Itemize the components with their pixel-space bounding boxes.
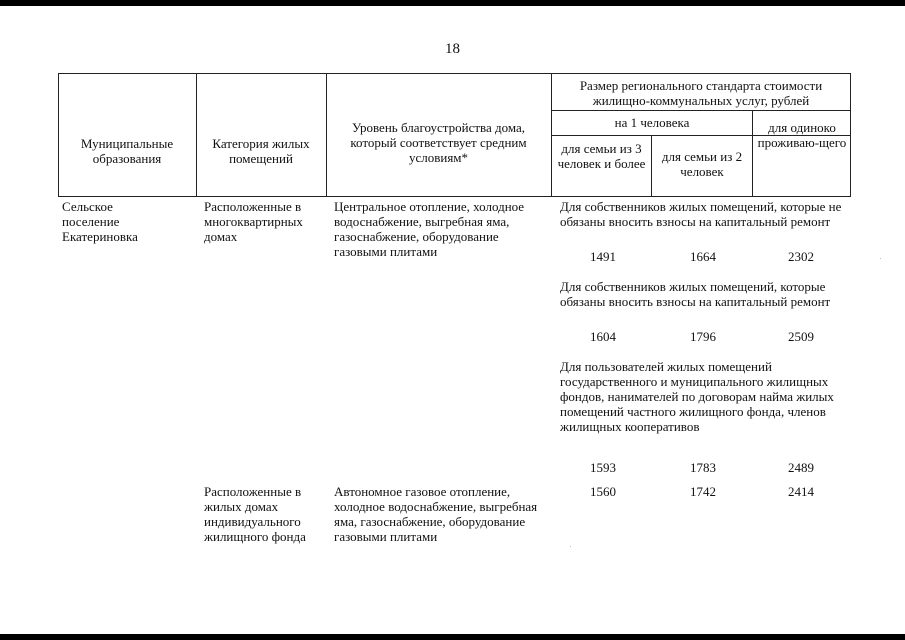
group1-single-value: 2302 bbox=[788, 249, 814, 264]
group3-family3-value: 1593 bbox=[590, 460, 616, 475]
municipality-name: Сельское поселение Екатериновка bbox=[62, 199, 138, 244]
header-left-border bbox=[58, 73, 59, 197]
group1-family2-value: 1664 bbox=[690, 249, 716, 264]
group2-family3-value: 1604 bbox=[590, 329, 616, 344]
group2-family2-value: 1796 bbox=[690, 329, 716, 344]
header-per-person: на 1 человека bbox=[614, 115, 690, 130]
header-divider-5 bbox=[752, 110, 753, 197]
group4-family3-value: 1560 bbox=[590, 484, 616, 499]
header-divider-size bbox=[551, 110, 851, 111]
header-divider-1 bbox=[196, 73, 197, 197]
header-single: для одиноко проживаю-щего bbox=[757, 120, 847, 150]
header-size: Размер регионального стандарта стоимости жилищно-коммунальных услуг, рублей bbox=[579, 78, 823, 108]
group-tenants-note: Для пользователей жилых помещений государственного и муниципального жилищных фондов, нанимателей по договорам найма жилых помещений частного жилищного фонда, членов жилищных кооперативов bbox=[560, 359, 834, 434]
header-family2: для семьи из 2 человек bbox=[661, 149, 743, 179]
group-owners-no-capital-repair-note: Для собственников жилых помещений, которые не обязаны вносить взносы на капитальный ремонт bbox=[560, 199, 842, 229]
table-top-border bbox=[58, 73, 851, 74]
category-apartment-buildings: Расположенные в многоквартирных домах bbox=[204, 199, 303, 244]
group-owners-capital-repair-note: Для собственников жилых помещений, которые обязаны вносить взносы на капитальный ремонт bbox=[560, 279, 831, 309]
header-bottom-border bbox=[58, 196, 851, 197]
header-divider-3 bbox=[551, 73, 552, 197]
header-right-border bbox=[850, 73, 851, 197]
page-number: 18 bbox=[445, 41, 460, 57]
group3-family2-value: 1783 bbox=[690, 460, 716, 475]
header-category: Категория жилых помещений bbox=[212, 136, 310, 166]
group1-family3-value: 1491 bbox=[590, 249, 616, 264]
scan-speck bbox=[880, 258, 881, 259]
header-family3: для семьи из 3 человек и более bbox=[557, 141, 646, 171]
scan-speck bbox=[570, 546, 571, 547]
scan-top-edge bbox=[0, 0, 905, 6]
level-individual-houses: Автономное газовое отопление, холодное водоснабжение, выгребная яма, газоснабжение, оборудование газовыми плитами bbox=[334, 484, 538, 544]
group4-family2-value: 1742 bbox=[690, 484, 716, 499]
header-municipal: Муниципальные образования bbox=[80, 136, 174, 166]
category-individual-houses: Расположенные в жилых домах индивидуального жилищного фонда bbox=[204, 484, 306, 544]
header-level: Уровень благоустройства дома, который соответствует средним условиям* bbox=[350, 120, 527, 165]
scan-bottom-edge bbox=[0, 634, 905, 640]
level-apartment-buildings: Центральное отопление, холодное водоснабжение, выгребная яма, газоснабжение, оборудование газовыми плитами bbox=[334, 199, 525, 259]
group4-single-value: 2414 bbox=[788, 484, 814, 499]
group2-single-value: 2509 bbox=[788, 329, 814, 344]
group3-single-value: 2489 bbox=[788, 460, 814, 475]
header-divider-4 bbox=[651, 135, 652, 197]
header-divider-2 bbox=[326, 73, 327, 197]
